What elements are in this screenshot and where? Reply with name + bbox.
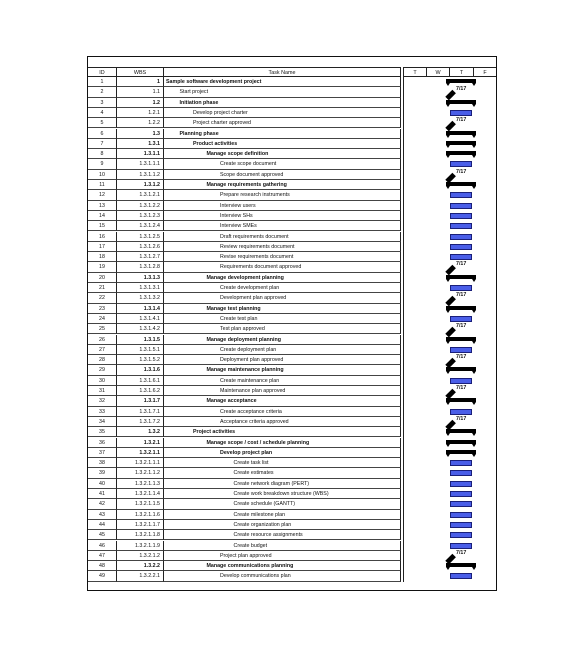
task-wbs-cell: 1.3.1.5	[116, 335, 163, 345]
task-name-cell: Manage scope / cost / schedule planning	[163, 438, 401, 448]
task-id-cell: 25	[88, 324, 116, 334]
table-row[interactable]	[88, 551, 496, 561]
task-name-cell: Manage deployment planning	[163, 335, 401, 345]
task-id-cell: 21	[88, 283, 116, 293]
table-row[interactable]	[88, 201, 496, 211]
task-wbs-cell: 1.3.2.1.1.8	[116, 530, 163, 540]
header-day-2: W	[426, 67, 449, 77]
task-wbs-cell: 1.3.2.2	[116, 561, 163, 571]
task-name-cell: Create resource assignments	[163, 530, 401, 540]
summary-bar	[446, 141, 476, 145]
task-wbs-cell: 1.3.2.1.1.7	[116, 520, 163, 530]
table-row[interactable]	[88, 87, 496, 97]
task-id-cell: 41	[88, 489, 116, 499]
table-row[interactable]	[88, 149, 496, 159]
task-id-cell: 11	[88, 180, 116, 190]
task-id-cell: 14	[88, 211, 116, 221]
task-name-cell: Planning phase	[163, 129, 401, 139]
table-row[interactable]	[88, 129, 496, 139]
task-name-cell: Maintenance plan approved	[163, 386, 401, 396]
task-name-cell: Create maintenance plan	[163, 376, 401, 386]
milestone-date-label: 7/17	[456, 261, 467, 268]
milestone-date-label: 7/17	[456, 168, 467, 175]
summary-bar	[446, 337, 476, 341]
task-id-cell: 47	[88, 551, 116, 561]
task-wbs-cell: 1.3.1.2	[116, 180, 163, 190]
task-id-cell: 18	[88, 252, 116, 262]
table-row[interactable]	[88, 304, 496, 314]
task-bar	[450, 501, 472, 507]
task-bar	[450, 573, 472, 579]
task-wbs-cell: 1	[116, 77, 163, 87]
task-id-cell: 43	[88, 510, 116, 520]
task-wbs-cell: 1.3.1.4.2	[116, 324, 163, 334]
task-bar	[450, 203, 472, 209]
table-row[interactable]	[88, 468, 496, 478]
task-name-cell: Develop project plan	[163, 448, 401, 458]
header-task-name: Task Name	[163, 67, 401, 77]
task-name-cell: Manage maintenance planning	[163, 365, 401, 375]
task-name-cell: Manage communications planning	[163, 561, 401, 571]
task-name-cell: Start project	[163, 87, 401, 97]
milestone-date-label: 7/17	[456, 86, 467, 93]
table-row[interactable]	[88, 180, 496, 190]
task-wbs-cell: 1.3.2	[116, 427, 163, 437]
task-wbs-cell: 1.3.1.5.1	[116, 345, 163, 355]
summary-bar	[446, 398, 476, 402]
task-name-cell: Manage acceptance	[163, 396, 401, 406]
summary-bar	[446, 563, 476, 567]
column-header-row	[88, 67, 496, 77]
task-name-cell: Create schedule (GANTT)	[163, 499, 401, 509]
task-wbs-cell: 1.3.2.1.1.4	[116, 489, 163, 499]
table-row[interactable]	[88, 499, 496, 509]
task-bar	[450, 532, 472, 538]
task-id-cell: 46	[88, 541, 116, 551]
table-row[interactable]	[88, 376, 496, 386]
table-row[interactable]	[88, 407, 496, 417]
table-row[interactable]	[88, 541, 496, 551]
task-wbs-cell: 1.3.2.1.1.6	[116, 510, 163, 520]
task-bar	[450, 213, 472, 219]
table-row[interactable]	[88, 530, 496, 540]
table-row[interactable]	[88, 345, 496, 355]
task-id-cell: 31	[88, 386, 116, 396]
task-name-cell: Project charter approved	[163, 118, 401, 128]
task-name-cell: Create deployment plan	[163, 345, 401, 355]
task-id-cell: 26	[88, 335, 116, 345]
task-name-cell: Sample software development project	[163, 77, 401, 87]
task-id-cell: 6	[88, 129, 116, 139]
task-name-cell: Draft requirements document	[163, 232, 401, 242]
summary-bar	[446, 182, 476, 186]
task-wbs-cell: 1.3.1.7.1	[116, 407, 163, 417]
table-row[interactable]	[88, 221, 496, 231]
table-row[interactable]	[88, 273, 496, 283]
task-wbs-cell: 1.3.1.6	[116, 365, 163, 375]
task-wbs-cell: 1.3.2.1.1.5	[116, 499, 163, 509]
summary-bar	[446, 306, 476, 310]
task-id-cell: 45	[88, 530, 116, 540]
table-row[interactable]	[88, 190, 496, 200]
table-row[interactable]	[88, 489, 496, 499]
task-name-cell: Create organization plan	[163, 520, 401, 530]
task-id-cell: 7	[88, 139, 116, 149]
task-wbs-cell: 1.3.1.7.2	[116, 417, 163, 427]
table-row[interactable]	[88, 232, 496, 242]
task-id-cell: 12	[88, 190, 116, 200]
task-name-cell: Create development plan	[163, 283, 401, 293]
task-id-cell: 1	[88, 77, 116, 87]
task-name-cell: Interview SHs	[163, 211, 401, 221]
task-name-cell: Revise requirements document	[163, 252, 401, 262]
milestone-date-label: 7/17	[456, 292, 467, 299]
task-id-cell: 49	[88, 571, 116, 581]
header-day-4: F	[473, 67, 496, 77]
task-name-cell: Interview users	[163, 201, 401, 211]
summary-bar	[446, 275, 476, 279]
table-row[interactable]	[88, 139, 496, 149]
summary-bar	[446, 151, 476, 155]
task-name-cell: Create scope document	[163, 159, 401, 169]
table-row[interactable]	[88, 561, 496, 571]
task-id-cell: 10	[88, 170, 116, 180]
task-id-cell: 8	[88, 149, 116, 159]
table-row[interactable]	[88, 211, 496, 221]
table-row[interactable]	[88, 520, 496, 530]
task-bar	[450, 512, 472, 518]
milestone-date-label: 7/17	[456, 354, 467, 361]
task-wbs-cell: 1.2.2	[116, 118, 163, 128]
table-row[interactable]	[88, 335, 496, 345]
task-wbs-cell: 1.3.1.4.1	[116, 314, 163, 324]
task-name-cell: Develop communications plan	[163, 571, 401, 581]
task-id-cell: 35	[88, 427, 116, 437]
task-id-cell: 22	[88, 293, 116, 303]
header-id: ID	[88, 67, 116, 77]
task-id-cell: 3	[88, 98, 116, 108]
task-wbs-cell: 1.2	[116, 98, 163, 108]
task-wbs-cell: 1.3.1.2.3	[116, 211, 163, 221]
table-row[interactable]	[88, 438, 496, 448]
table-row[interactable]	[88, 458, 496, 468]
task-wbs-cell: 1.3.1.3	[116, 273, 163, 283]
summary-bar	[446, 79, 476, 83]
task-bar	[450, 192, 472, 198]
table-row[interactable]	[88, 386, 496, 396]
task-wbs-cell: 1.3.1.3.1	[116, 283, 163, 293]
task-id-cell: 2	[88, 87, 116, 97]
table-row[interactable]	[88, 314, 496, 324]
summary-bar	[446, 131, 476, 135]
task-id-cell: 23	[88, 304, 116, 314]
table-row[interactable]	[88, 427, 496, 437]
task-name-cell: Requirements document approved	[163, 262, 401, 272]
table-row[interactable]	[88, 170, 496, 180]
task-wbs-cell: 1.3.1	[116, 139, 163, 149]
table-row[interactable]	[88, 252, 496, 262]
milestone-date-label: 7/17	[456, 117, 467, 124]
task-wbs-cell: 1.2.1	[116, 108, 163, 118]
task-wbs-cell: 1.3.1.4	[116, 304, 163, 314]
task-id-cell: 4	[88, 108, 116, 118]
task-name-cell: Acceptance criteria approved	[163, 417, 401, 427]
task-name-cell: Manage requirements gathering	[163, 180, 401, 190]
task-name-cell: Create task list	[163, 458, 401, 468]
task-name-cell: Create budget	[163, 541, 401, 551]
task-wbs-cell: 1.3.1.2.6	[116, 242, 163, 252]
table-row[interactable]	[88, 159, 496, 169]
task-wbs-cell: 1.3.2.2.1	[116, 571, 163, 581]
summary-bar	[446, 450, 476, 454]
task-id-cell: 40	[88, 479, 116, 489]
task-wbs-cell: 1.3.1.2.1	[116, 190, 163, 200]
table-row[interactable]	[88, 98, 496, 108]
task-wbs-cell: 1.3.2.1.1.1	[116, 458, 163, 468]
task-name-cell: Create network diagram (PERT)	[163, 479, 401, 489]
task-name-cell: Manage development planning	[163, 273, 401, 283]
task-wbs-cell: 1.3.2.1.2	[116, 551, 163, 561]
task-id-cell: 19	[88, 262, 116, 272]
task-bar	[450, 481, 472, 487]
task-wbs-cell: 1.3.1.6.1	[116, 376, 163, 386]
task-name-cell: Create milestone plan	[163, 510, 401, 520]
table-row[interactable]	[88, 510, 496, 520]
task-name-cell: Initiation phase	[163, 98, 401, 108]
task-name-cell: Manage scope definition	[163, 149, 401, 159]
task-name-cell: Scope document approved	[163, 170, 401, 180]
milestone-date-label: 7/17	[456, 415, 467, 422]
task-id-cell: 24	[88, 314, 116, 324]
task-wbs-cell: 1.3.2.1.1.9	[116, 541, 163, 551]
task-id-cell: 38	[88, 458, 116, 468]
task-id-cell: 32	[88, 396, 116, 406]
task-wbs-cell: 1.1	[116, 87, 163, 97]
task-wbs-cell: 1.3.1.2.7	[116, 252, 163, 262]
task-wbs-cell: 1.3.1.2.4	[116, 221, 163, 231]
task-id-cell: 13	[88, 201, 116, 211]
task-wbs-cell: 1.3.1.6.2	[116, 386, 163, 396]
task-name-cell: Create acceptance criteria	[163, 407, 401, 417]
task-id-cell: 39	[88, 468, 116, 478]
table-row[interactable]	[88, 324, 496, 334]
table-row[interactable]	[88, 77, 496, 87]
table-row[interactable]	[88, 448, 496, 458]
task-wbs-cell: 1.3.2.1.1.3	[116, 479, 163, 489]
task-name-cell: Deployment plan approved	[163, 355, 401, 365]
task-name-cell: Test plan approved	[163, 324, 401, 334]
table-row[interactable]	[88, 293, 496, 303]
task-name-cell: Review requirements document	[163, 242, 401, 252]
summary-bar	[446, 367, 476, 371]
task-bar	[450, 223, 472, 229]
gantt-sheet	[87, 56, 497, 591]
table-row[interactable]	[88, 365, 496, 375]
task-id-cell: 36	[88, 438, 116, 448]
task-bar	[450, 244, 472, 250]
task-id-cell: 28	[88, 355, 116, 365]
header-day-3: T	[449, 67, 473, 77]
milestone-date-label: 7/17	[456, 549, 467, 556]
task-name-cell: Project activities	[163, 427, 401, 437]
task-bar	[450, 522, 472, 528]
task-wbs-cell: 1.3.1.2.5	[116, 232, 163, 242]
task-wbs-cell: 1.3.2.1	[116, 438, 163, 448]
task-wbs-cell: 1.3.2.1.1	[116, 448, 163, 458]
table-row[interactable]	[88, 571, 496, 581]
task-id-cell: 37	[88, 448, 116, 458]
task-bar	[450, 470, 472, 476]
summary-bar	[446, 100, 476, 104]
task-wbs-cell: 1.3.1.2.2	[116, 201, 163, 211]
table-row[interactable]	[88, 283, 496, 293]
task-wbs-cell: 1.3.1.1	[116, 149, 163, 159]
table-row[interactable]	[88, 118, 496, 128]
task-id-cell: 33	[88, 407, 116, 417]
header-day-1: T	[403, 67, 426, 77]
table-row[interactable]	[88, 479, 496, 489]
milestone-date-label: 7/17	[456, 385, 467, 391]
task-name-cell: Create test plan	[163, 314, 401, 324]
task-id-cell: 30	[88, 376, 116, 386]
header-wbs: WBS	[116, 67, 163, 77]
task-id-cell: 48	[88, 561, 116, 571]
task-wbs-cell: 1.3.1.3.2	[116, 293, 163, 303]
task-wbs-cell: 1.3.1.2.8	[116, 262, 163, 272]
table-row[interactable]	[88, 262, 496, 272]
task-id-cell: 5	[88, 118, 116, 128]
task-id-cell: 15	[88, 221, 116, 231]
task-id-cell: 16	[88, 232, 116, 242]
task-wbs-cell: 1.3.1.5.2	[116, 355, 163, 365]
task-name-cell: Develop project charter	[163, 108, 401, 118]
task-id-cell: 29	[88, 365, 116, 375]
task-wbs-cell: 1.3	[116, 129, 163, 139]
task-bar	[450, 234, 472, 240]
table-row[interactable]	[88, 396, 496, 406]
task-id-cell: 34	[88, 417, 116, 427]
task-id-cell: 17	[88, 242, 116, 252]
task-wbs-cell: 1.3.1.1.2	[116, 170, 163, 180]
task-name-cell: Interview SMEs	[163, 221, 401, 231]
task-bar	[450, 460, 472, 466]
table-row[interactable]	[88, 417, 496, 427]
task-id-cell: 27	[88, 345, 116, 355]
task-id-cell: 9	[88, 159, 116, 169]
task-name-cell: Prepare research instruments	[163, 190, 401, 200]
task-name-cell: Product activities	[163, 139, 401, 149]
task-id-cell: 42	[88, 499, 116, 509]
task-name-cell: Manage test planning	[163, 304, 401, 314]
table-row[interactable]	[88, 355, 496, 365]
task-name-cell: Create estimates	[163, 468, 401, 478]
task-name-cell: Project plan approved	[163, 551, 401, 561]
task-bar	[450, 491, 472, 497]
table-row[interactable]	[88, 242, 496, 252]
table-row[interactable]	[88, 108, 496, 118]
task-id-cell: 20	[88, 273, 116, 283]
task-wbs-cell: 1.3.1.7	[116, 396, 163, 406]
summary-bar	[446, 440, 476, 444]
task-wbs-cell: 1.3.2.1.1.2	[116, 468, 163, 478]
task-name-cell: Create work breakdown structure (WBS)	[163, 489, 401, 499]
milestone-date-label: 7/17	[456, 323, 467, 330]
summary-bar	[446, 429, 476, 433]
task-name-cell: Development plan approved	[163, 293, 401, 303]
task-wbs-cell: 1.3.1.1.1	[116, 159, 163, 169]
task-id-cell: 44	[88, 520, 116, 530]
